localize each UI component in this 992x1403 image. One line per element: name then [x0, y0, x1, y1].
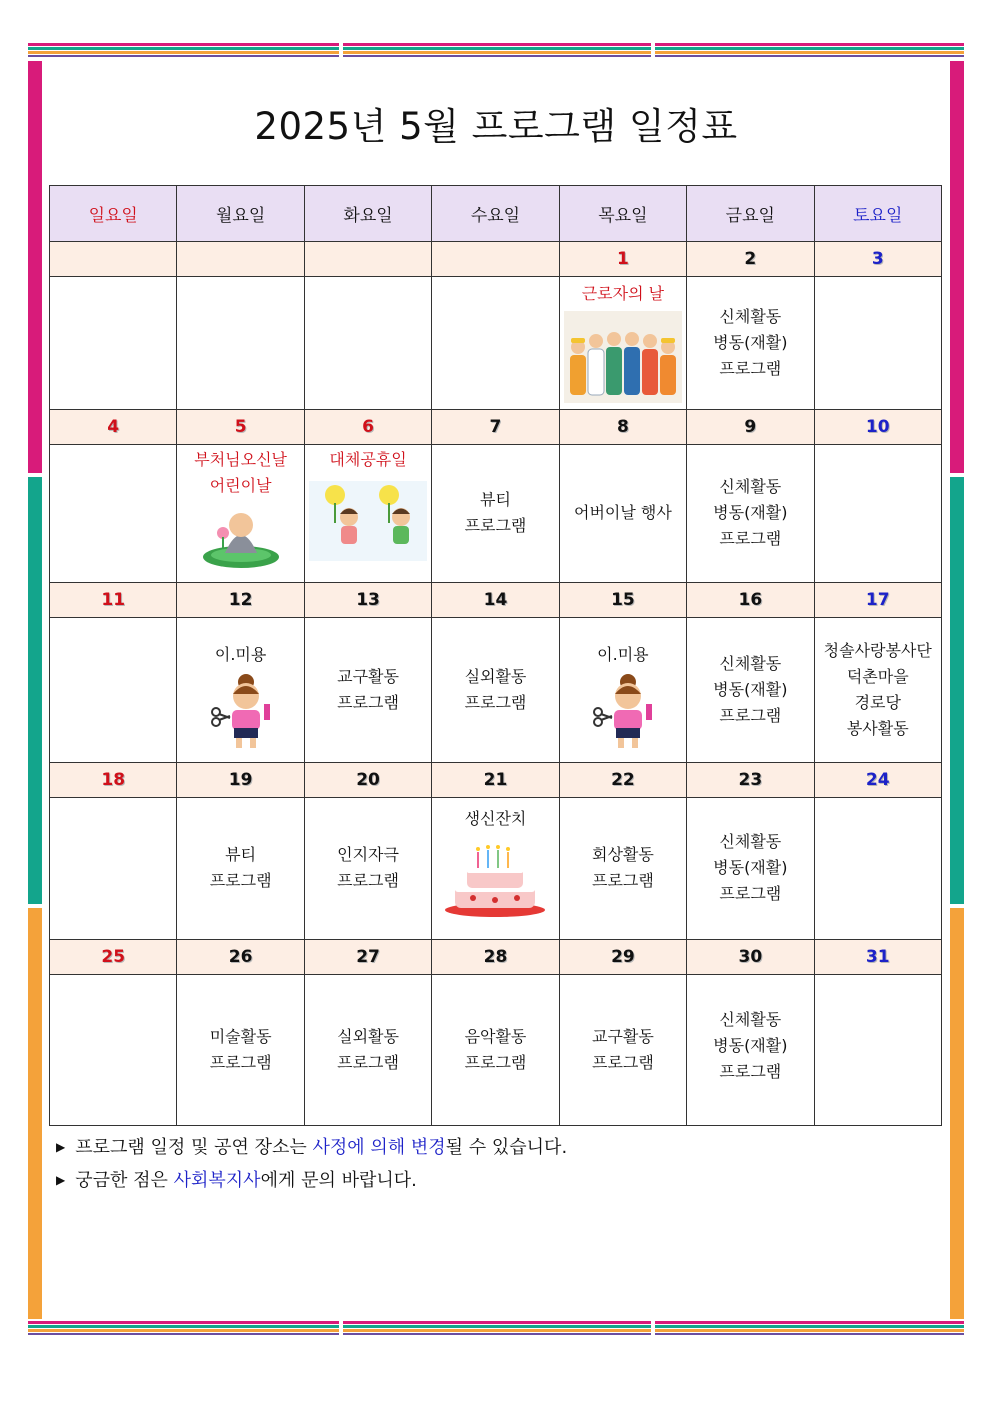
event-text: 프로그램 [719, 1062, 782, 1082]
event-text: 신체활동 [719, 477, 782, 497]
event-text: 경로당 [854, 692, 901, 712]
event-cell [304, 618, 431, 763]
event-text: 이.미용 [597, 645, 649, 665]
event-cell [687, 975, 814, 1126]
date-cell: 26 [177, 939, 304, 974]
date-cell: 12 [177, 582, 304, 617]
event-text: 병동(재활) [713, 1036, 788, 1056]
event-text: 프로그램 [337, 1053, 399, 1073]
date-cell: 7 [432, 409, 559, 444]
event-cell [432, 975, 559, 1126]
date-cell: 13 [304, 582, 431, 617]
event-text: 프로그램 [719, 358, 782, 378]
frame-bottom-gap-1 [339, 1320, 343, 1337]
event-cell [687, 798, 814, 940]
frame-left-bar-teal [28, 477, 42, 904]
event-cell [304, 798, 431, 940]
event-text: 근로자의 날 [581, 284, 665, 304]
event-cell [432, 445, 559, 583]
note-text: 프로그램 일정 및 공연 장소는 [75, 1137, 313, 1158]
event-cell [814, 618, 941, 763]
frame-top-gap-2 [651, 42, 655, 59]
event-text: 프로그램 [209, 871, 272, 891]
event-cell [559, 277, 686, 410]
event-cell [559, 975, 686, 1126]
note-text: 궁금한 점은 [75, 1170, 174, 1191]
date-cell: 27 [304, 939, 431, 974]
page-title: 2025년 5월 프로그램 일정표 [254, 105, 738, 148]
date-cell: 6 [304, 409, 431, 444]
event-cell [432, 798, 559, 940]
event-text: 병동(재활) [713, 332, 788, 352]
event-cell [559, 798, 686, 940]
date-cell: 31 [814, 939, 941, 974]
date-cell: 18 [50, 762, 177, 797]
event-cell [177, 798, 304, 940]
event-cell [177, 975, 304, 1126]
date-cell: 25 [50, 939, 177, 974]
frame-bottom-stripe-2 [28, 1325, 964, 1328]
date-cell: 5 [177, 409, 304, 444]
notes [56, 1131, 567, 1197]
event-cell [687, 445, 814, 583]
event-cell [814, 445, 941, 583]
weekday-friday: 금요일 [687, 186, 814, 242]
event-row-week-2 [50, 445, 942, 583]
event-text: 이.미용 [214, 645, 267, 665]
event-text: 부처님오신날 [194, 450, 287, 469]
date-cell: 22 [559, 762, 686, 797]
event-row-week-3 [50, 618, 942, 763]
event-text: 신체활동 [719, 832, 782, 852]
frame-bottom-stripe-1 [28, 1321, 964, 1324]
event-cell [687, 618, 814, 763]
date-row-week-5 [50, 939, 942, 974]
event-cell [50, 445, 177, 583]
date-cell: 1 [559, 241, 686, 276]
event-text: 병동(재활) [713, 503, 788, 523]
event-text: 병동(재활) [713, 858, 788, 878]
date-cell: 14 [432, 582, 559, 617]
date-cell [50, 241, 177, 276]
triangle-bullet-icon: ▶ [56, 1140, 66, 1154]
frame-bottom-stripe-4 [28, 1333, 964, 1335]
date-cell: 19 [177, 762, 304, 797]
frame-top-stripe-1 [28, 43, 964, 46]
date-cell: 15 [559, 582, 686, 617]
date-row-week-3 [50, 582, 942, 617]
date-cell: 16 [687, 582, 814, 617]
event-text: 프로그램 [209, 1053, 272, 1073]
frame-bottom-stripe-3 [28, 1329, 964, 1332]
date-cell: 20 [304, 762, 431, 797]
weekday-header-row [50, 186, 942, 242]
date-cell: 2 [687, 241, 814, 276]
event-text: 교구활동 [337, 666, 399, 686]
frame-top-stripe-4 [28, 55, 964, 57]
event-text: 프로그램 [591, 871, 654, 891]
event-row-week-4 [50, 798, 942, 940]
event-cell [559, 445, 686, 583]
date-row-week-4 [50, 762, 942, 797]
event-text: 음악활동 [464, 1027, 527, 1047]
date-row-week-1 [50, 241, 942, 276]
frame-top-stripe-2 [28, 47, 964, 50]
triangle-bullet-icon: ▶ [56, 1173, 66, 1187]
event-cell [814, 277, 941, 410]
event-text: 청솔사랑봉사단 [823, 640, 932, 660]
event-text: 뷰티 [225, 845, 257, 865]
event-row-week-1 [50, 277, 942, 410]
frame-right-bar-teal [950, 477, 964, 904]
event-text: 프로그램 [719, 884, 782, 904]
weekday-wednesday: 수요일 [432, 186, 559, 242]
event-cell [50, 798, 177, 940]
event-text: 어린이날 [209, 476, 272, 495]
event-text: 신체활동 [719, 306, 782, 326]
event-text: 대체공휴일 [329, 450, 407, 469]
event-text: 프로그램 [464, 516, 527, 536]
weekday-thursday: 목요일 [559, 186, 686, 242]
event-text: 프로그램 [464, 1053, 527, 1073]
event-text: 프로그램 [719, 529, 782, 549]
event-cell [432, 277, 559, 410]
event-text: 프로그램 [591, 1053, 654, 1073]
weekday-saturday: 토요일 [814, 186, 941, 242]
children-dandelion-icon [309, 481, 427, 561]
event-text: 프로그램 [337, 871, 399, 891]
event-text: 신체활동 [719, 653, 782, 673]
date-cell: 21 [432, 762, 559, 797]
event-cell [814, 975, 941, 1126]
event-text: 뷰티 [480, 490, 511, 510]
hairdresser-icon [588, 672, 658, 750]
date-row-week-2 [50, 409, 942, 444]
event-text: 인지자극 [337, 845, 399, 865]
weekday-tuesday: 화요일 [304, 186, 431, 242]
event-text: 실외활동 [464, 666, 527, 686]
event-text: 교구활동 [591, 1027, 654, 1047]
weekday-monday: 월요일 [177, 186, 304, 242]
date-cell: 30 [687, 939, 814, 974]
date-cell: 24 [814, 762, 941, 797]
frame-left-bar-orange [28, 908, 42, 1319]
note-highlight: 사회복지사 [173, 1170, 261, 1191]
event-cell [432, 618, 559, 763]
note-text: 될 수 있습니다. [445, 1137, 568, 1158]
event-cell [304, 975, 431, 1126]
hairdresser-icon [206, 672, 276, 750]
frame-top-gap-1 [339, 42, 343, 59]
event-text: 어버이날 행사 [573, 503, 672, 523]
frame-right-bar-orange [950, 908, 964, 1319]
frame-bottom-gap-2 [651, 1320, 655, 1337]
event-cell [559, 618, 686, 763]
event-text: 덕촌마을 [846, 666, 909, 686]
birthday-cake-icon [443, 842, 547, 918]
event-text: 봉사활동 [846, 718, 909, 738]
date-cell: 9 [687, 409, 814, 444]
event-text: 병동(재활) [713, 679, 788, 699]
event-text: 미술활동 [209, 1027, 272, 1047]
note-text: 에게 문의 바랍니다. [260, 1170, 417, 1191]
frame-top-stripe-3 [28, 51, 964, 54]
date-cell: 10 [814, 409, 941, 444]
event-cell [687, 277, 814, 410]
calendar-table [49, 185, 942, 1126]
event-cell [50, 975, 177, 1126]
date-cell: 17 [814, 582, 941, 617]
event-cell [177, 618, 304, 763]
note-line [56, 1131, 567, 1164]
event-text: 신체활동 [719, 1010, 782, 1030]
event-cell [50, 618, 177, 763]
event-cell [50, 277, 177, 410]
event-text: 생신잔치 [464, 809, 527, 829]
event-cell [814, 798, 941, 940]
event-text: 프로그램 [337, 692, 399, 712]
event-row-week-5 [50, 975, 942, 1126]
note-line [56, 1164, 567, 1197]
date-cell: 11 [50, 582, 177, 617]
date-cell: 3 [814, 241, 941, 276]
date-cell [304, 241, 431, 276]
event-text: 실외활동 [337, 1027, 399, 1047]
event-text: 회상활동 [591, 845, 654, 865]
event-cell [304, 277, 431, 410]
note-highlight: 사정에 의해 변경 [312, 1137, 446, 1158]
buddha-on-lotus-icon [201, 503, 281, 569]
workers-illustration-icon [564, 311, 682, 403]
date-cell: 29 [559, 939, 686, 974]
event-cell [177, 277, 304, 410]
weekday-sunday: 일요일 [50, 186, 177, 242]
date-cell [432, 241, 559, 276]
event-text: 프로그램 [464, 692, 527, 712]
date-cell: 23 [687, 762, 814, 797]
date-cell [177, 241, 304, 276]
event-text: 프로그램 [719, 705, 782, 725]
date-cell: 28 [432, 939, 559, 974]
date-cell: 8 [559, 409, 686, 444]
event-cell [304, 445, 431, 583]
event-cell [177, 445, 304, 583]
date-cell: 4 [50, 409, 177, 444]
